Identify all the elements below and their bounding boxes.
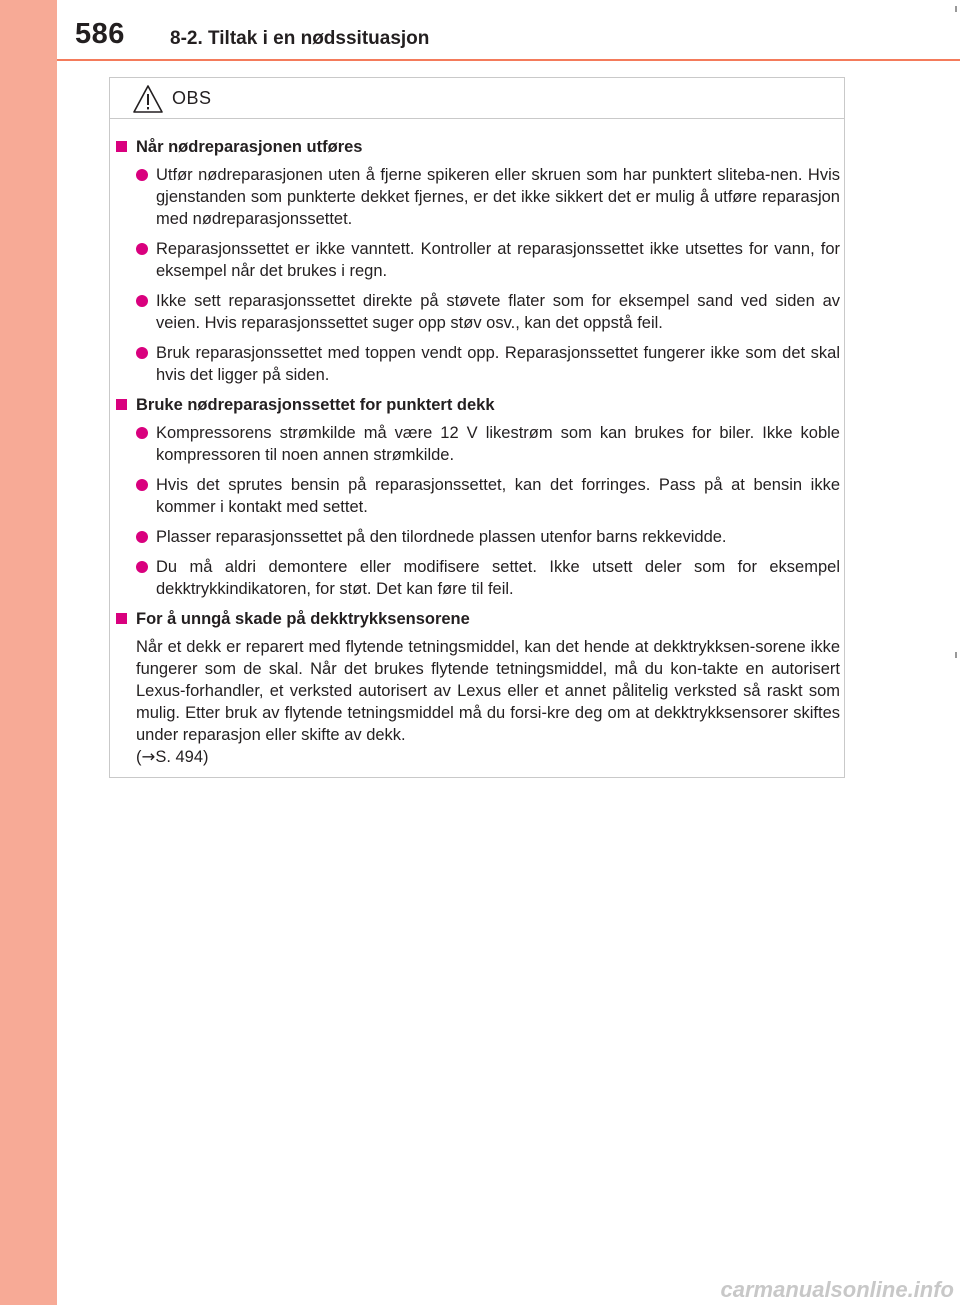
paragraph-text: Når et dekk er reparert med flytende tetningsmiddel, kan det hende at dekktrykksen-sorene ikke fungerer som de skal. Når det brukes flytende tetningsmiddel, må du kon-takte en autorisert Lexus-forhandler, et verksted autorisert av Lexus eller et annet pålitelig verksted så raskt som mulig. Etter bruk av flytende tetningsmiddel må du forsi-kre deg om at dekktrykksensorer skiftes under reparasjon eller skifte av dekk. <box>136 638 840 744</box>
bullet-item <box>116 556 840 600</box>
page-reference[interactable] <box>136 748 209 766</box>
warning-triangle-icon <box>132 84 164 114</box>
reference-open: ( <box>136 748 142 766</box>
bullet-text: Hvis det sprutes bensin på reparasjonssettet, kan det forringes. Pass på at bensin ikke kommer i kontakt med settet. <box>156 476 840 516</box>
bullet-item <box>116 342 840 386</box>
page-header <box>57 0 960 60</box>
bullet-item <box>116 422 840 466</box>
bullet-text: Bruk reparasjonssettet med toppen vendt opp. Reparasjonssettet fungerer ikke som det skal hvis det ligger på siden. <box>156 344 840 384</box>
section-paragraph <box>116 636 840 768</box>
section-heading-text: Bruke nødreparasjonssettet for punktert dekk <box>136 396 495 414</box>
section-heading-text: Når nødreparasjonen utføres <box>136 138 363 156</box>
bullet-item <box>116 238 840 282</box>
round-bullet-icon <box>136 479 148 491</box>
edge-mark <box>955 6 957 12</box>
bullet-item <box>116 526 840 548</box>
notice-body <box>116 136 840 768</box>
edge-mark <box>955 652 957 658</box>
notice-box <box>109 77 845 778</box>
bullet-text: Reparasjonssettet er ikke vanntett. Kontroller at reparasjonssettet ikke utsettes for vann, for eksempel når det brukes i regn. <box>156 240 840 280</box>
notice-title: OBS <box>172 88 212 108</box>
section-heading-text: For å unngå skade på dekktrykksensorene <box>136 610 470 628</box>
side-band <box>0 0 57 1305</box>
square-bullet-icon <box>116 141 127 152</box>
square-bullet-icon <box>116 613 127 624</box>
round-bullet-icon <box>136 295 148 307</box>
watermark-logo: carmanualsonline.info <box>720 1277 954 1302</box>
round-bullet-icon <box>136 347 148 359</box>
bullet-text: Kompressorens strømkilde må være 12 V likestrøm som kan brukes for biler. Ikke koble kompressoren til noen annen strømkilde. <box>156 424 840 464</box>
notice-header <box>110 78 844 119</box>
bullet-text: Du må aldri demontere eller modifisere settet. Ikke utsett deler som for eksempel dekktrykkindikatoren, for støt. Det kan føre til feil. <box>156 558 840 598</box>
square-bullet-icon <box>116 399 127 410</box>
section-heading <box>116 394 840 416</box>
bullet-text: Utfør nødreparasjonen uten å fjerne spikeren eller skruen som har punktert sliteba-nen. Hvis gjenstanden som punkterte dekket fjernes, er det ikke sikkert det er mulig å utføre reparasjon med nødreparasjonssettet. <box>156 166 840 228</box>
section-heading <box>116 136 840 158</box>
round-bullet-icon <box>136 531 148 543</box>
round-bullet-icon <box>136 169 148 181</box>
header-rule <box>57 59 960 61</box>
bullet-item <box>116 164 840 230</box>
arrow-right-icon: → <box>141 747 156 766</box>
page-number: 586 <box>75 18 125 50</box>
reference-text: S. 494) <box>155 748 209 766</box>
bullet-text: Ikke sett reparasjonssettet direkte på støvete flater som for eksempel sand ved siden av veien. Hvis reparasjonssettet suger opp støv osv., kan det oppstå feil. <box>156 292 840 332</box>
round-bullet-icon <box>136 427 148 439</box>
round-bullet-icon <box>136 561 148 573</box>
round-bullet-icon <box>136 243 148 255</box>
bullet-text: Plasser reparasjonssettet på den tilordnede plassen utenfor barns rekkevidde. <box>156 528 727 546</box>
section-title: 8-2. Tiltak i en nødssituasjon <box>170 28 430 49</box>
bullet-item <box>116 290 840 334</box>
section-heading <box>116 608 840 630</box>
bullet-item <box>116 474 840 518</box>
